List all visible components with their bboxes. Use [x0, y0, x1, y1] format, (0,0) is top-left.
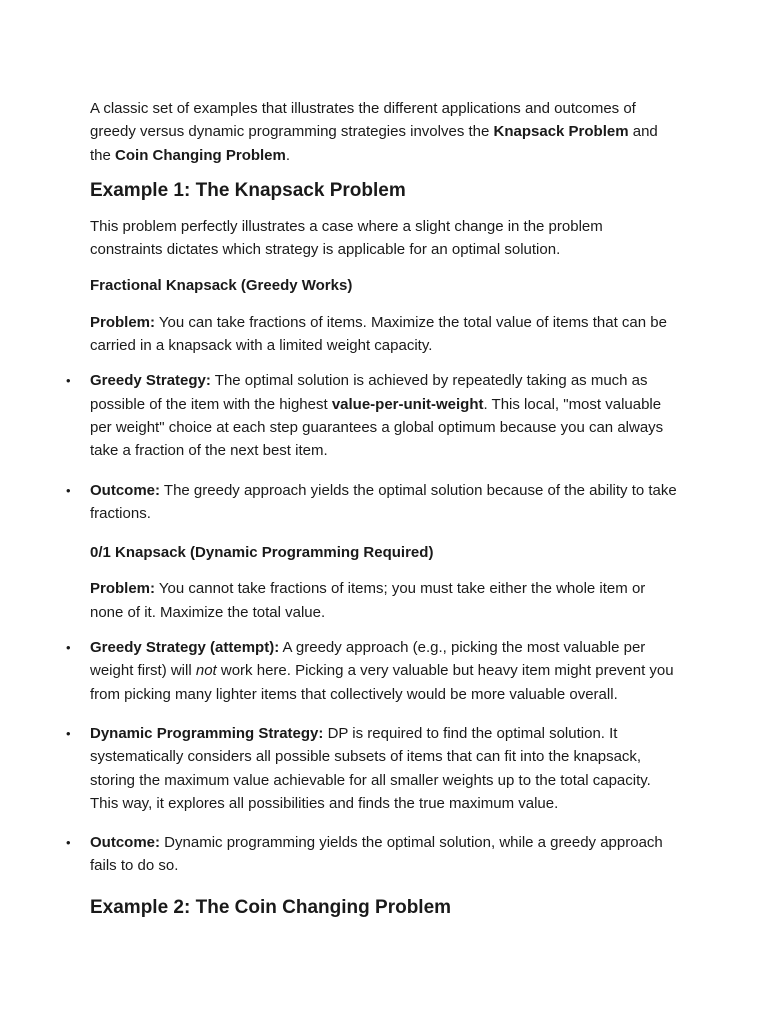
zero-one-problem: [90, 577, 678, 624]
intro-bold-coin: Coin Changing Problem: [115, 146, 286, 164]
bullet-label: Dynamic Programming Strategy:: [90, 724, 324, 742]
zero-one-problem-text: You cannot take fractions of items; you must take either the whole item or none of it. Maximize the total value.: [90, 580, 646, 621]
list-item: [90, 636, 678, 706]
fractional-subheading: Fractional Knapsack (Greedy Works): [90, 277, 353, 295]
intro-text-3: .: [285, 146, 291, 164]
fractional-problem-text: You can take fractions of items. Maximize the total value of items that can be carried in a knapsack with a limited weight capacity.: [90, 313, 667, 355]
list-item: [90, 831, 678, 878]
bullet-label: Outcome:: [90, 834, 161, 852]
intro-paragraph: [90, 97, 678, 167]
bullet-text: Dynamic programming yields the optimal solution, while a greedy approach fails to do so.: [90, 834, 663, 875]
bullet-label: Outcome:: [90, 481, 161, 499]
intro-text-1: A classic set of examples that illustrates the different applications and outcomes of greedy versus dynamic programming strategies involves the: [90, 100, 636, 141]
example1-description: This problem perfectly illustrates a case where a slight change in the problem constraints dictates which strategy is applicable for an optimal solution.: [90, 217, 603, 259]
list-item: [90, 369, 678, 462]
bullet-label: Greedy Strategy:: [90, 372, 211, 390]
fractional-problem: [90, 311, 678, 358]
bullet-text: . This local, "most valuable per weight" choice at each step guarantees a global optimum because you can always take a fraction of the next best item.: [90, 395, 664, 460]
bullet-bold-term: value-per-unit-weight: [331, 395, 484, 413]
fractional-bullet-list: [90, 369, 678, 525]
bullet-label: Greedy Strategy (attempt):: [90, 639, 280, 657]
example1-heading: Example 1: The Knapsack Problem: [90, 179, 406, 201]
bullet-text: work here. Picking a very valuable but heavy item might prevent you from picking many lighter items that collectively would be more valuable overall.: [90, 662, 674, 703]
example2-heading: Example 2: The Coin Changing Problem: [90, 896, 452, 918]
bullet-text: A greedy approach (e.g., picking the most valuable per weight first) will: [90, 639, 646, 680]
zero-one-problem-label: Problem:: [90, 580, 156, 598]
zero-one-bullet-list: [90, 636, 678, 878]
intro-text-2: and the: [90, 123, 658, 164]
fractional-problem-label: Problem:: [90, 313, 156, 331]
bullet-italic-not: not: [195, 662, 217, 680]
bullet-text: DP is required to find the optimal solution. It systematically considers all possible subsets of items that can fit into the knapsack, storing the maximum value achievable for all smaller weights up to the total capacity. This way, it explores all possibilities and finds the true maximum value.: [90, 724, 651, 812]
zero-one-subheading: 0/1 Knapsack (Dynamic Programming Required): [90, 544, 434, 562]
list-item: [90, 722, 678, 815]
intro-bold-knapsack: Knapsack Problem: [493, 123, 629, 141]
bullet-text: The greedy approach yields the optimal solution because of the ability to take fractions.: [90, 481, 677, 522]
bullet-text: The optimal solution is achieved by repeatedly taking as much as possible of the item with the highest: [90, 372, 648, 413]
list-item: [90, 479, 678, 526]
